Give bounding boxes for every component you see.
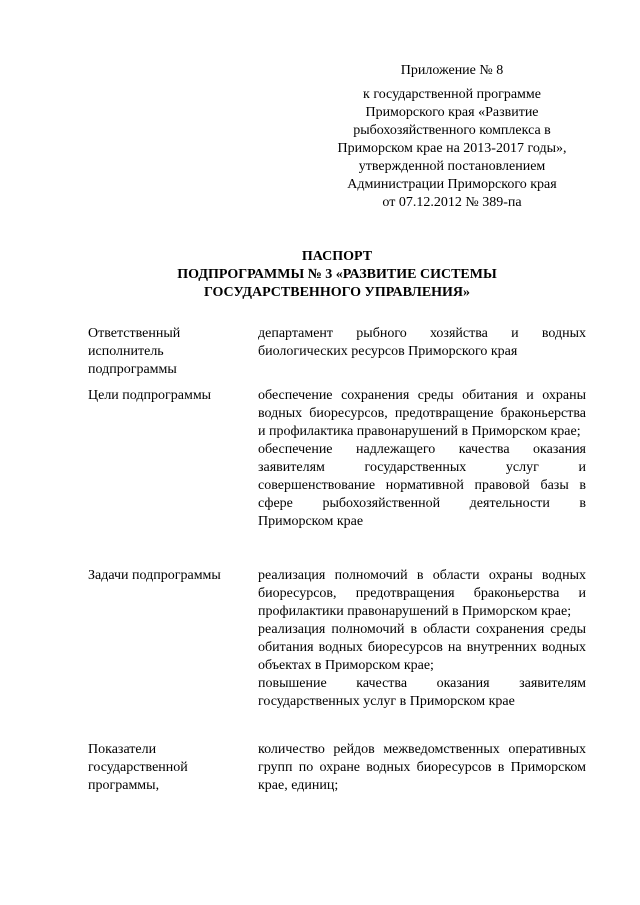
row-label-line: государственной	[88, 760, 188, 775]
row-label	[88, 741, 258, 795]
appendix-line: утвержденной постановлением	[358, 159, 546, 174]
appendix-line: Приморском крае на 2013-2017 годы»,	[337, 141, 567, 156]
appendix-line: Приморского края «Развитие	[365, 105, 539, 120]
row-paragraph: реализация полномочий в области охраны водных биоресурсов, предотвращения браконьерства и профилактики правонарушений в Приморском крае;	[258, 568, 586, 619]
appendix-line: Администрации Приморского края	[347, 177, 557, 192]
row-paragraph: повышение качества оказания заявителям государственных услуг в Приморском крае	[258, 676, 586, 709]
appendix-line: к государственной программе	[363, 87, 541, 102]
row-paragraph: обеспечение сохранения среды обитания и охраны водных биоресурсов, предотвращение браконьерства и профилактика правонарушений в Приморском крае;	[258, 388, 586, 439]
passport-row-indicators	[88, 741, 586, 801]
row-label-line: подпрограммы	[88, 362, 177, 377]
row-paragraph: количество рейдов межведомственных оперативных групп по охране водных биоресурсов в Приморском крае, единиц;	[258, 742, 586, 793]
appendix-number: Приложение № 8	[400, 63, 504, 78]
title-line: ПОДПРОГРАММЫ № 3 «РАЗВИТИЕ СИСТЕМЫ	[177, 267, 497, 282]
row-value	[258, 567, 586, 711]
document-title	[88, 248, 586, 302]
row-label-line: Цели подпрограммы	[88, 388, 212, 403]
row-paragraph: реализация полномочий в области сохранения среды обитания водных биоресурсов на внутренних водных объектах в Приморском крае;	[258, 622, 586, 673]
row-label-line: Показатели	[88, 742, 157, 757]
row-paragraph: департамент рыбного хозяйства и водных биологических ресурсов Приморского края	[258, 326, 586, 359]
title-line: ГОСУДАРСТВЕННОГО УПРАВЛЕНИЯ»	[203, 285, 471, 300]
row-value	[258, 387, 586, 531]
row-label	[88, 567, 258, 585]
row-label-line: программы,	[88, 778, 160, 793]
appendix-line: от 07.12.2012 № 389-па	[382, 195, 522, 210]
row-label-line: Ответственный	[88, 326, 181, 341]
row-value	[258, 741, 586, 795]
passport-row-goals	[88, 387, 586, 567]
passport-row-tasks	[88, 567, 586, 741]
row-label	[88, 325, 258, 379]
row-value	[258, 325, 586, 361]
title-line: ПАСПОРТ	[301, 249, 373, 264]
appendix-header	[318, 62, 586, 212]
row-label-line: исполнитель	[88, 344, 164, 359]
row-label	[88, 387, 258, 405]
passport-table	[88, 325, 586, 801]
row-paragraph: обеспечение надлежащего качества оказания заявителям государственных услуг и совершенствование нормативной правовой базы в сфере рыбохозяйственной деятельности в Приморском крае	[258, 442, 586, 529]
appendix-line: рыбохозяйственного комплекса в	[353, 123, 551, 138]
row-label-line: Задачи подпрограммы	[88, 568, 221, 583]
passport-row-responsible	[88, 325, 586, 387]
